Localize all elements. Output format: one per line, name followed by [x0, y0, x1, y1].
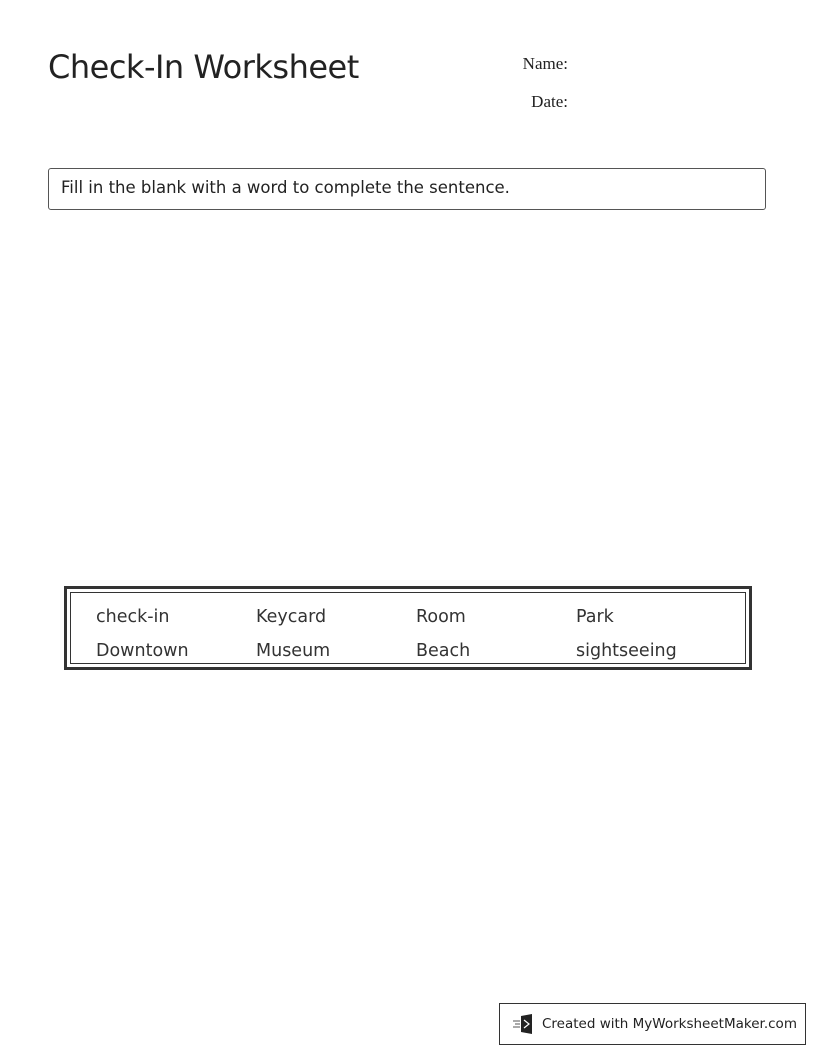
footer-text: Created with MyWorksheetMaker.com — [542, 1016, 797, 1032]
word-bank — [64, 586, 752, 670]
page-title: Check-In Worksheet — [48, 48, 359, 86]
word-bank-item: Museum — [256, 641, 331, 661]
word-bank-item: Downtown — [96, 641, 189, 661]
word-bank-item: Room — [416, 607, 466, 627]
instructions-box — [48, 168, 766, 210]
word-bank-item: Beach — [416, 641, 471, 661]
name-label: Name: — [522, 54, 568, 73]
word-bank-item: Keycard — [256, 607, 327, 627]
instructions-text: Fill in the blank with a word to complete the sentence. — [61, 178, 510, 197]
word-bank-item: check-in — [96, 607, 170, 627]
word-bank-item: Park — [576, 607, 614, 627]
date-label: Date: — [531, 92, 568, 111]
worksheet-maker-logo-icon — [512, 1013, 536, 1035]
footer-credit[interactable] — [499, 1003, 806, 1045]
word-bank-item: sightseeing — [576, 641, 677, 661]
